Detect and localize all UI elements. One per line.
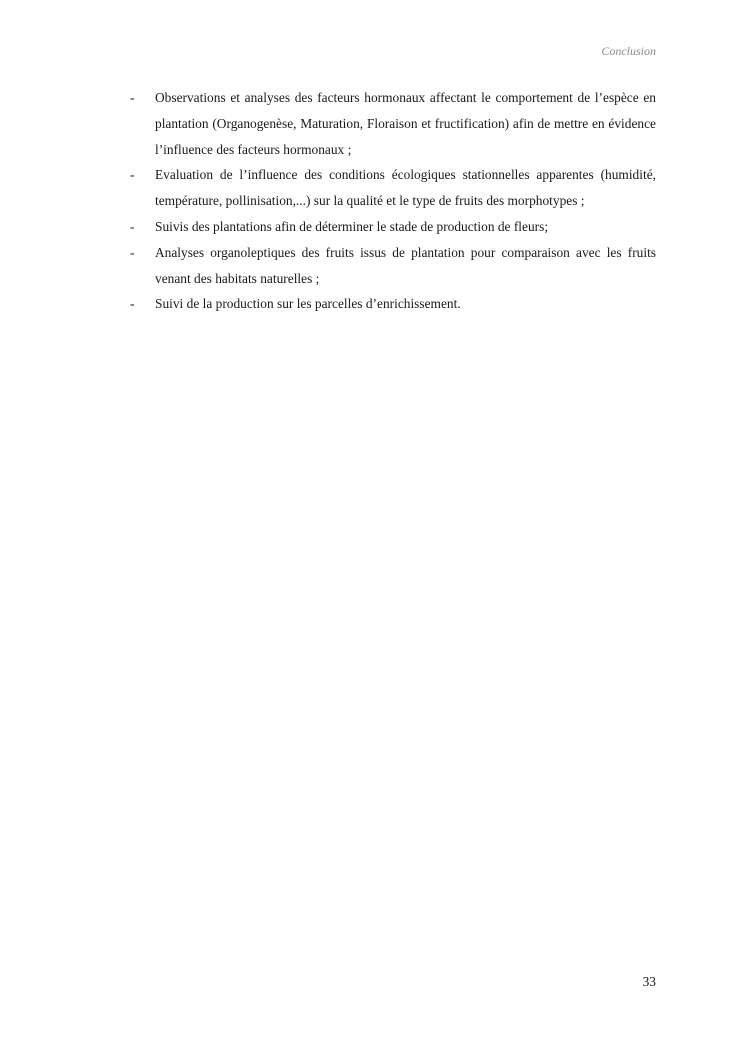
page-number: 33: [642, 974, 656, 989]
list-item: [130, 214, 656, 240]
list-item: [130, 291, 656, 317]
list-item-text: Suivi de la production sur les parcelles d’enrichissement.: [155, 296, 461, 312]
list-item: [130, 162, 656, 214]
bullet-dash: -: [130, 167, 135, 183]
bullet-dash: -: [130, 90, 135, 105]
list-item-text: Analyses organoleptiques des fruits issus de plantation pour comparaison avec les fruits venant des habitats naturelles ;: [155, 244, 656, 286]
bullet-dash: -: [130, 296, 135, 312]
running-header: Conclusion: [601, 44, 656, 58]
list-item: [130, 240, 656, 292]
bullet-dash: -: [130, 218, 135, 234]
list-item-text: Suivis des plantations afin de déterminer le stade de production de fleurs;: [155, 218, 549, 234]
bullet-list: [130, 85, 656, 317]
list-item-text: Observations et analyses des facteurs hormonaux affectant le comportement de l’espèce en plantation (Organogenèse, Maturation, Floraison et fructification) afin de mettre en évidence l’influence des facteurs hormonaux ;: [155, 90, 656, 157]
list-item-text: Evaluation de l’influence des conditions écologiques stationnelles apparentes (humidité, température, pollinisation,...) sur la qualité et le type de fruits des morphotypes ;: [155, 167, 656, 209]
list-item: [130, 85, 656, 162]
bullet-dash: -: [130, 244, 135, 260]
